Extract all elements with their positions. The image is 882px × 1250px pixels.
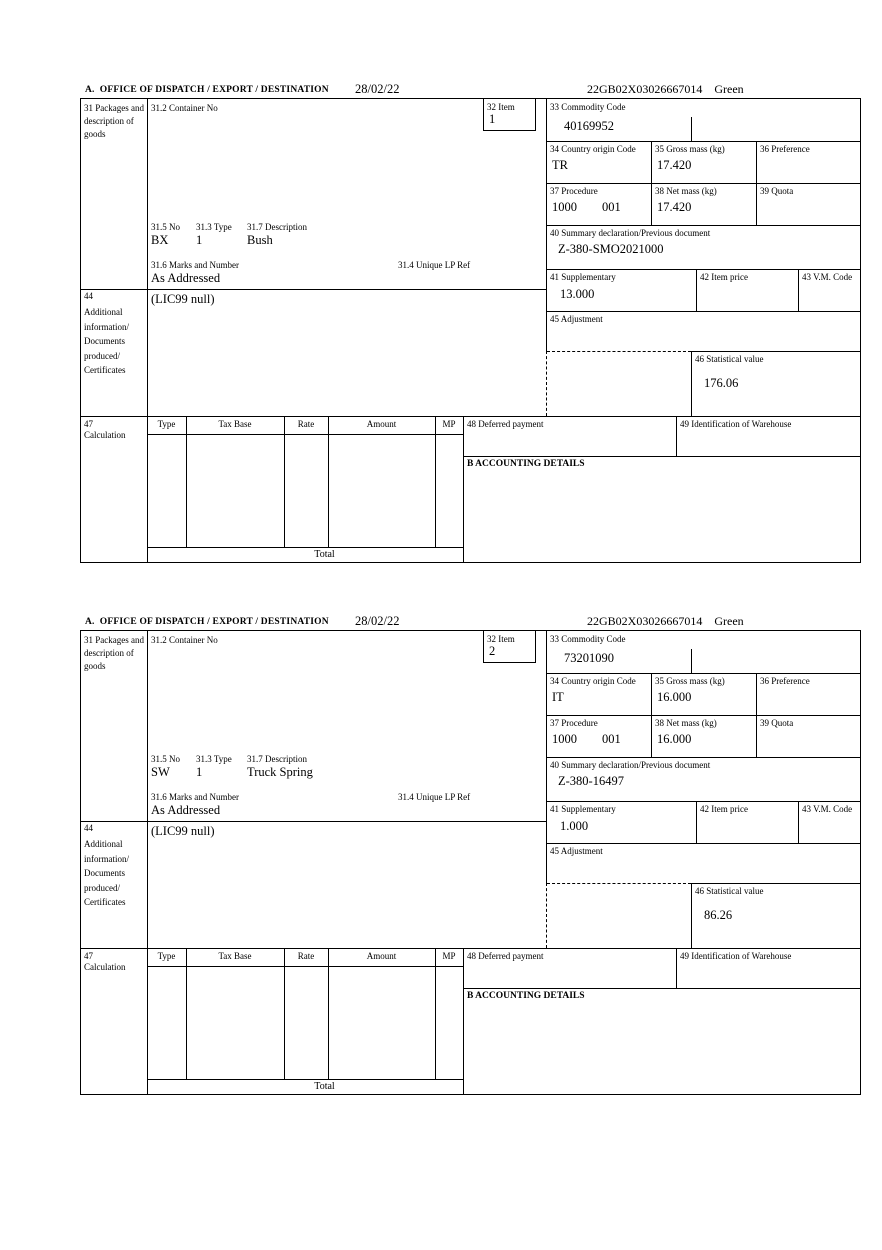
deferred-payment-label: 48 Deferred payment [467,951,544,961]
divider-line [147,99,148,562]
commodity-code-label: 33 Commodity Code [550,102,626,112]
net-mass-value: 16.000 [657,732,692,746]
quota-label: 39 Quota [760,186,794,196]
divider-line [756,673,757,757]
item-price-label: 42 Item price [700,804,748,814]
commodity-code-label: 33 Commodity Code [550,634,626,644]
divider-line [284,416,285,547]
vm-code-label: 43 V.M. Code [802,272,853,282]
total-label: Total [314,549,335,560]
gross-mass-value: 17.420 [657,158,692,172]
divider-line [284,948,285,1079]
mrn-reference [587,614,744,629]
declaration-date: 28/02/22 [355,82,400,96]
divider-line [696,269,697,311]
divider-line [186,416,187,547]
dashed-divider-line [547,351,691,352]
mrn-number: 22GB02X03026667014 [587,614,703,628]
procedure-label: 37 Procedure [550,186,598,196]
package-type-label: 31.3 Type [196,754,232,764]
divider-line [546,269,860,270]
marks-and-number-label: 31.6 Marks and Number [151,792,239,802]
divider-line [81,821,546,822]
statistical-value: 176.06 [704,376,739,390]
commodity-code-value: 40169952 [564,119,614,133]
column-header-tax-base: Tax Base [218,951,252,961]
country-origin-label: 34 Country origin Code [550,676,636,686]
divider-line [798,801,799,843]
divider-line [546,673,860,674]
package-count-value: 1 [196,233,203,247]
mrn-number: 22GB02X03026667014 [587,82,703,96]
gross-mass-value: 16.000 [657,690,692,704]
additional-info-label: Additional information/ Documents produced/ Certificates [84,839,129,907]
statistical-value: 86.26 [704,908,733,922]
preference-label: 36 Preference [760,144,810,154]
supplementary-label: 41 Supplementary [550,804,616,814]
divider-line [651,673,652,757]
divider-line [147,966,463,967]
item-label: 32 Item [487,634,515,644]
previous-document-label: 40 Summary declaration/Previous document [550,760,711,770]
previous-document-value: Z-380-SMO2021000 [558,242,664,256]
net-mass-label: 38 Net mass (kg) [655,718,717,728]
divider-line [81,416,860,417]
commodity-code-value: 73201090 [564,651,614,665]
package-count-value: 1 [196,765,203,779]
divider-line [147,1079,463,1080]
country-origin-label: 34 Country origin Code [550,144,636,154]
item-label: 32 Item [487,102,515,112]
divider-line [463,988,860,989]
previous-document-label: 40 Summary declaration/Previous document [550,228,711,238]
goods-description-value: Bush [247,233,273,247]
divider-line [691,351,692,416]
divider-line [546,141,860,142]
marks-and-number-label: 31.6 Marks and Number [151,260,239,270]
adjustment-label: 45 Adjustment [550,314,603,324]
supplementary-label: 41 Supplementary [550,272,616,282]
country-origin-value: TR [552,158,568,172]
package-no-label: 31.5 No [151,222,180,232]
divider-line [756,141,757,225]
warehouse-identification-label: 49 Identification of Warehouse [680,951,792,961]
calculation-label: Calculation [84,962,126,972]
container-no-label: 31.2 Container No [151,635,218,645]
divider-line [147,547,463,548]
office-of-dispatch-header: A. OFFICE OF DISPATCH / EXPORT / DESTINATION [85,617,329,627]
additional-info-box-number: 44 [84,291,93,301]
divider-line [546,183,860,184]
divider-line [546,715,860,716]
column-header-type: Type [157,419,176,429]
goods-description-label: 31.7 Description [247,754,307,764]
statistical-value-label: 46 Statistical value [695,886,764,896]
divider-line [463,456,860,457]
routing-status: Green [714,614,744,628]
mrn-reference [587,82,744,97]
gross-mass-label: 35 Gross mass (kg) [655,144,725,154]
divider-line [546,311,860,312]
divider-line [435,948,436,1079]
divider-line [186,948,187,1079]
net-mass-label: 38 Net mass (kg) [655,186,717,196]
declaration-item-block [80,82,861,564]
column-header-rate: Rate [297,951,315,961]
additional-info-box-number: 44 [84,823,93,833]
item-number-value: 1 [489,112,496,126]
package-code-value: SW [151,765,170,779]
net-mass-value: 17.420 [657,200,692,214]
total-label: Total [314,1081,335,1092]
marks-value: As Addressed [151,271,221,285]
divider-line [328,948,329,1079]
divider-line [81,289,546,290]
adjustment-label: 45 Adjustment [550,846,603,856]
declaration-item-block [80,614,861,1096]
gross-mass-label: 35 Gross mass (kg) [655,676,725,686]
container-no-label: 31.2 Container No [151,103,218,113]
declaration-form-grid [80,98,861,563]
previous-document-value: Z-380-16497 [558,774,624,788]
divider-line [676,948,677,988]
deferred-payment-label: 48 Deferred payment [467,419,544,429]
column-header-mp: MP [442,419,456,429]
column-header-amount: Amount [366,951,397,961]
procedure-value: 1000 [552,200,577,214]
divider-line [328,416,329,547]
divider-line [81,948,860,949]
divider-line [691,883,692,948]
divider-line [691,649,692,673]
additional-info-value: (LIC99 null) [151,824,215,838]
warehouse-identification-label: 49 Identification of Warehouse [680,419,792,429]
unique-lp-ref-label: 31.4 Unique LP Ref [398,260,471,270]
divider-line [691,883,860,884]
supplementary-value: 1.000 [560,819,589,833]
supplementary-value: 13.000 [560,287,595,301]
item-number-value: 2 [489,644,496,658]
divider-line [546,225,860,226]
additional-info-value: (LIC99 null) [151,292,215,306]
package-code-value: BX [151,233,169,247]
accounting-details-label: B ACCOUNTING DETAILS [467,459,585,469]
column-header-rate: Rate [297,419,315,429]
dashed-divider-line [547,883,691,884]
accounting-details-label: B ACCOUNTING DETAILS [467,991,585,1001]
office-of-dispatch-header: A. OFFICE OF DISPATCH / EXPORT / DESTINATION [85,85,329,95]
procedure-value: 1000 [552,732,577,746]
packages-description-label: 31 Packages and description of goods [84,103,144,139]
procedure-category-value: 001 [602,200,621,214]
preference-label: 36 Preference [760,676,810,686]
procedure-label: 37 Procedure [550,718,598,728]
procedure-category-value: 001 [602,732,621,746]
column-header-mp: MP [442,951,456,961]
item-price-label: 42 Item price [700,272,748,282]
additional-info-label: Additional information/ Documents produced/ Certificates [84,307,129,375]
column-header-tax-base: Tax Base [218,419,252,429]
divider-line [696,801,697,843]
dashed-divider-line [546,351,547,416]
calculation-box-number: 47 [84,951,93,961]
dashed-divider-line [546,883,547,948]
declaration-form-grid [80,630,861,1095]
divider-line [463,416,464,562]
calculation-box-number: 47 [84,419,93,429]
country-origin-value: IT [552,690,564,704]
quota-label: 39 Quota [760,718,794,728]
packages-description-label: 31 Packages and description of goods [84,635,144,671]
declaration-date: 28/02/22 [355,614,400,628]
goods-description-label: 31.7 Description [247,222,307,232]
divider-line [546,757,860,758]
package-type-label: 31.3 Type [196,222,232,232]
divider-line [147,631,148,1094]
package-no-label: 31.5 No [151,754,180,764]
statistical-value-label: 46 Statistical value [695,354,764,364]
column-header-amount: Amount [366,419,397,429]
divider-line [546,801,860,802]
goods-description-value: Truck Spring [247,765,313,779]
divider-line [691,351,860,352]
divider-line [435,416,436,547]
divider-line [798,269,799,311]
routing-status: Green [714,82,744,96]
divider-line [147,434,463,435]
divider-line [463,948,464,1094]
vm-code-label: 43 V.M. Code [802,804,853,814]
column-header-type: Type [157,951,176,961]
divider-line [691,117,692,141]
divider-line [651,141,652,225]
unique-lp-ref-label: 31.4 Unique LP Ref [398,792,471,802]
divider-line [546,843,860,844]
divider-line [676,416,677,456]
marks-value: As Addressed [151,803,221,817]
calculation-label: Calculation [84,430,126,440]
